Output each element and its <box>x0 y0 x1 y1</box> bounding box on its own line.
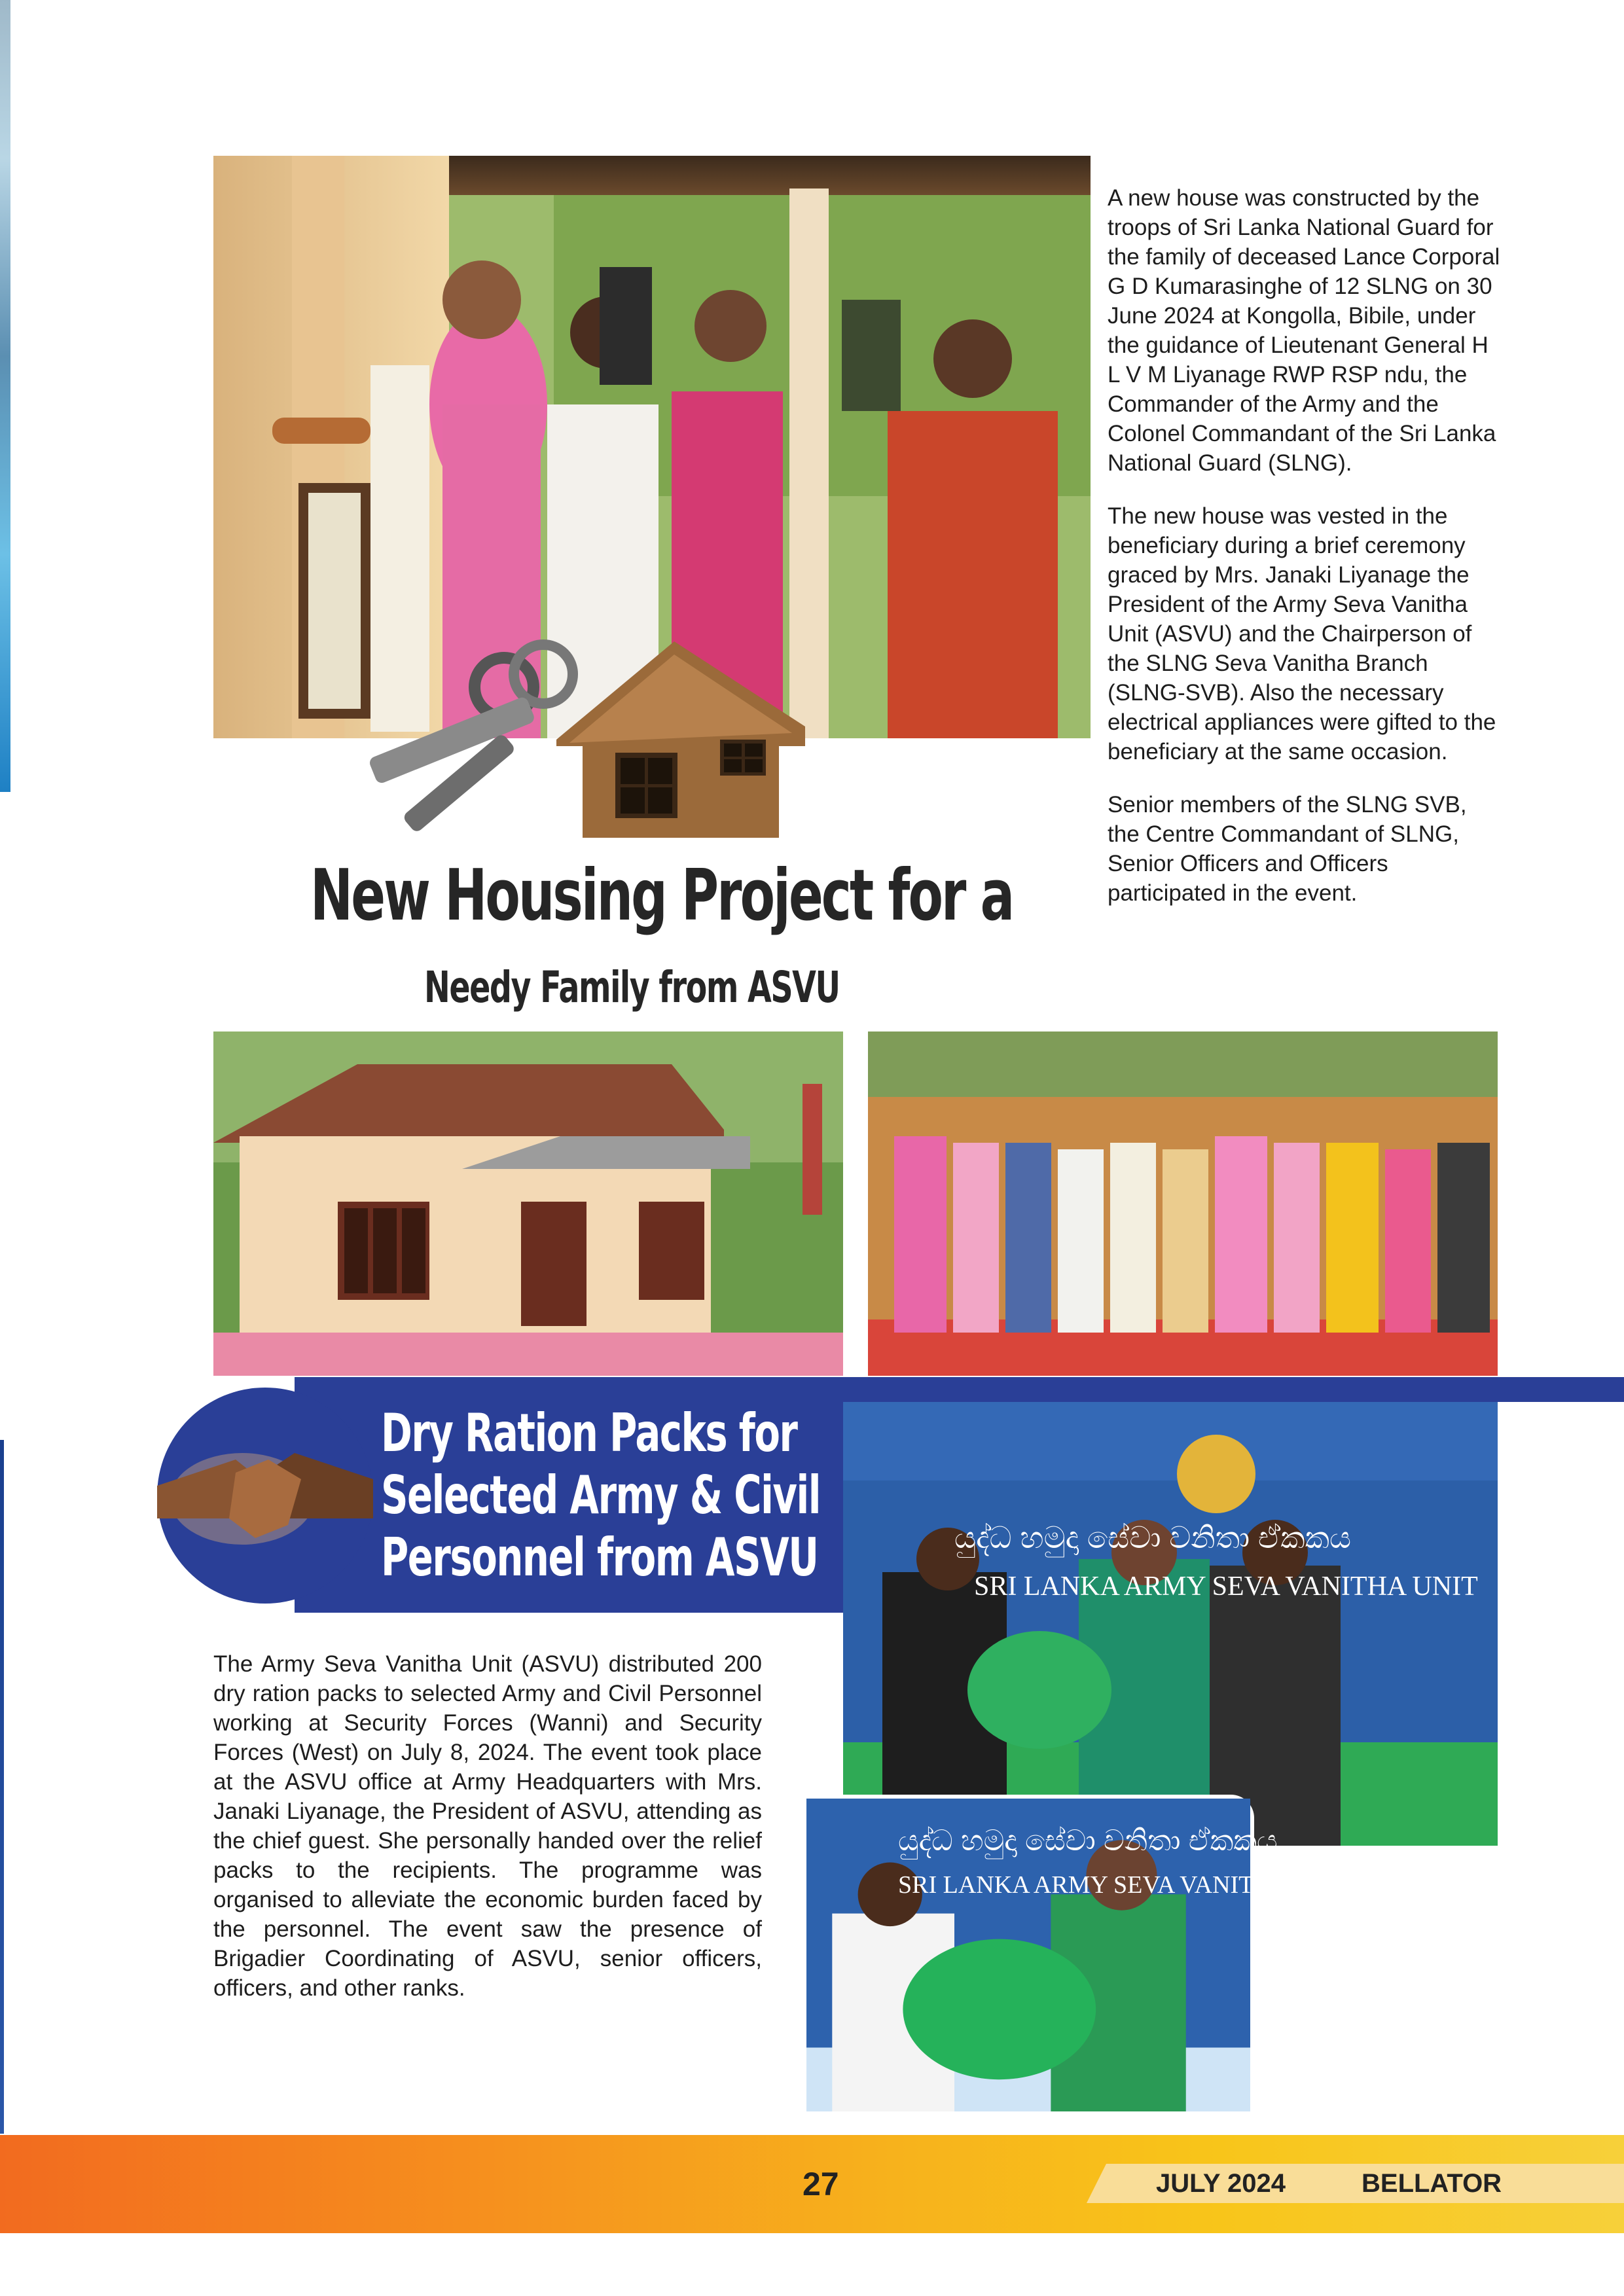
article2-title-line-3: Personnel from ASVU <box>381 1527 818 1588</box>
article1-title: New Housing Project for a <box>310 855 1013 937</box>
article1-paragraph-1: A new house was constructed by the troops of Sri Lanka National Guard for the family of deceased Lance Corporal G D Kumarasinghe of 12 SLNG on 30 June 2024 at Kongolla, Bibile, under the guidance of Lieutenant General H L V M Liyanage RWP RSP ndu, the Commander of the Army and the Colonel Commandant of the Sri Lanka National Guard (SLNG). <box>1108 185 1500 476</box>
backdrop-sinhala-text: යුද්ධ හමුදා සේවා වනිතා ඒකකය <box>954 1520 1352 1554</box>
photo-ration-handover-2 <box>803 1795 1354 2115</box>
edge-decoration <box>0 0 10 792</box>
article2-title-line-2: Selected Army & Civil <box>381 1465 821 1526</box>
article1-paragraph-2: The new house was vested in the beneficiary during a brief ceremony graced by Mrs. Janaki Liyanage the President of the Army Seva Vanitha Unit (ASVU) and the Chairperson of the SLNG Seva Vanitha Branch (SLNG-SVB). Also the necessary electrical appliances were gifted to the beneficiary at the same occasion. <box>1108 503 1496 764</box>
house-keys-graphic <box>353 628 851 851</box>
edge-decoration-lower <box>0 1440 4 2134</box>
article2-title <box>381 1402 820 1588</box>
handshake-icon <box>157 1388 373 1604</box>
photo-group-seva-vanitha <box>868 1031 1498 1376</box>
page-number: 27 <box>803 2166 839 2202</box>
backdrop-english-text: SRI LANKA ARMY SEVA VANITHA UNIT <box>974 1571 1478 1602</box>
banner-stripe <box>903 1377 1624 1402</box>
backdrop-sinhala-text-2: යුද්ධ හමුදා සේවා වනිතා ඒකකය <box>898 1825 1278 1857</box>
issue-date: JULY 2024 <box>1156 2169 1286 2198</box>
article1-paragraph-3: Senior members of the SLNG SVB, the Centre Commandant of SLNG, Senior Officers and Officers participated in the event. <box>1108 792 1467 906</box>
article1-text-column <box>1108 183 1500 931</box>
article2-body: The Army Seva Vanitha Unit (ASVU) distributed 200 dry ration packs to selected Army and Civil Personnel working at Security Forces (Wanni) and Security Forces (West) on July 8, 2024. The event took place at the ASVU office at Army Headquarters with Mrs. Janaki Liyanage, the President of ASVU, attending as the chief guest. She personally handed over the relief packs to the recipients. The programme was organised to alleviate the economic burden faced by the personnel. The event saw the presence of Brigadier Coordinating of ASVU, senior officers, officers, and other ranks. <box>213 1651 762 2001</box>
publication-name: BELLATOR <box>1362 2169 1502 2198</box>
photo-new-house <box>213 1031 843 1376</box>
backdrop-english-text-2: SRI LANKA ARMY SEVA VANITHA UNIT <box>898 1871 1354 1899</box>
article1-subtitle: Needy Family from ASVU <box>424 962 840 1013</box>
photo-ration-handover <box>843 1402 1498 1846</box>
banner-circle <box>157 1388 373 1604</box>
article2-title-line-1: Dry Ration Packs for <box>381 1403 797 1463</box>
